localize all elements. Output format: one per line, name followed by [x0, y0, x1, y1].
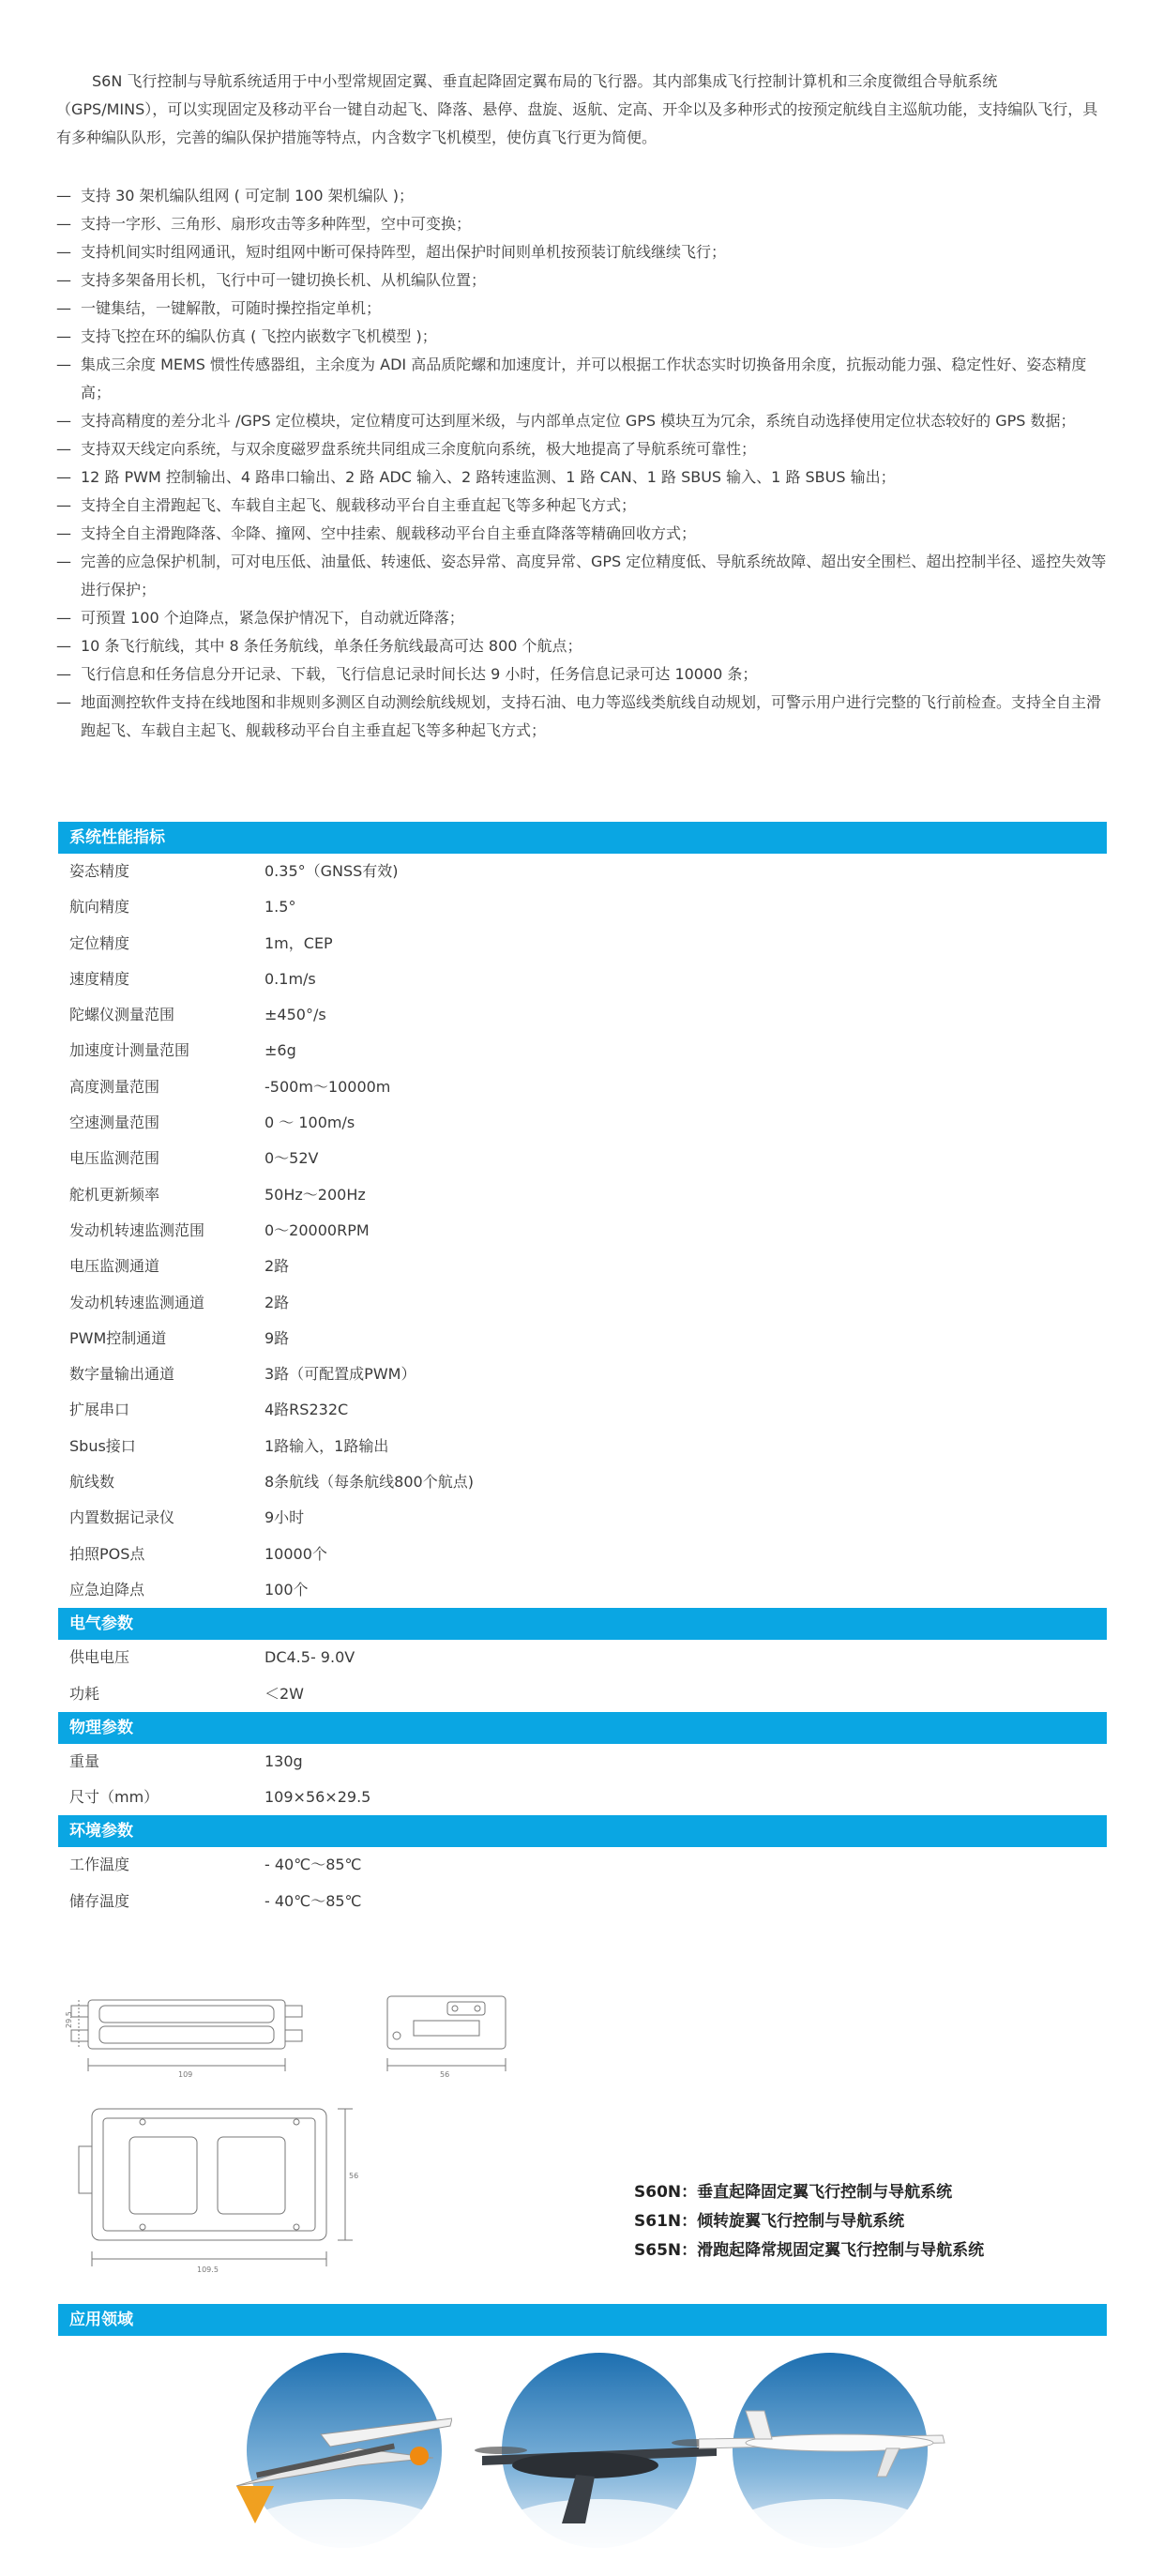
- side-length-label: 109: [178, 2070, 193, 2079]
- feature-item: [56, 548, 1107, 604]
- top-length-label: 109.5: [197, 2265, 219, 2274]
- spec-value: ±6g: [265, 1041, 296, 1060]
- dash-marker: —: [56, 299, 71, 317]
- spec-value: 130g: [265, 1751, 303, 1770]
- spec-label: 空速测量范围: [69, 1114, 160, 1132]
- feature-text: 完善的应急保护机制，可对电压低、油量低、转速低、姿态异常、高度异常、GPS 定位精度低、导航系统故障、超出安全围栏、超出控制半径、遥控失效等进行保护；: [81, 553, 1107, 599]
- spec-value: - 40℃～85℃: [265, 1891, 362, 1910]
- feature-item: [56, 632, 1107, 660]
- feature-item: [56, 266, 1107, 295]
- spec-value: 50Hz～200Hz: [265, 1185, 366, 1204]
- feature-item: [56, 210, 1107, 238]
- spec-row: [58, 1392, 1107, 1428]
- spec-label: 扩展串口: [69, 1401, 130, 1419]
- spec-value: 3路（可配置成PWM）: [265, 1365, 416, 1384]
- spec-value: - 40℃～85℃: [265, 1856, 362, 1874]
- spec-label: 发动机转速监测通道: [69, 1293, 205, 1311]
- feature-item: [56, 351, 1107, 407]
- spec-label: PWM控制通道: [69, 1328, 167, 1347]
- feature-text: 地面测控软件支持在线地图和非规则多测区自动测绘航线规划，支持石油、电力等巡线类航线自动规划，可警示用户进行完整的飞行前检查。支持全自主滑跑起飞、车载自主起飞、舰载移动平台自主垂直起飞等多种起飞方式；: [81, 693, 1102, 739]
- spec-value: 100个: [265, 1580, 309, 1599]
- spec-value: 1路输入，1路输出: [265, 1436, 389, 1455]
- feature-item: [56, 492, 1107, 520]
- spec-label: 速度精度: [69, 969, 130, 988]
- spec-tables: [58, 822, 1107, 1919]
- feature-text: 支持双天线定向系统，与双余度磁罗盘系统共同组成三余度航向系统，极大地提高了导航系统可靠性；: [81, 440, 757, 458]
- spec-label: Sbus接口: [69, 1436, 136, 1455]
- feature-item: [56, 407, 1107, 435]
- spec-value: 9路: [265, 1328, 290, 1347]
- dash-marker: —: [56, 553, 71, 570]
- feature-item: [56, 295, 1107, 323]
- spec-label: 尺寸（mm）: [69, 1788, 159, 1807]
- spec-row: [58, 1141, 1107, 1176]
- spec-label: 舵机更新频率: [69, 1185, 160, 1204]
- dash-marker: —: [56, 637, 71, 655]
- fixed-wing-uav-image: [699, 2345, 952, 2561]
- spec-row: [58, 1285, 1107, 1321]
- spec-label: 应急迫降点: [69, 1580, 145, 1599]
- spec-label: 航线数: [69, 1473, 115, 1492]
- side-height-label: 29.5: [65, 2011, 73, 2028]
- spec-row: [58, 1033, 1107, 1068]
- spec-row: [58, 962, 1107, 997]
- spec-label: 电压监测范围: [69, 1149, 160, 1168]
- spec-label: 拍照POS点: [69, 1544, 145, 1563]
- feature-text: 10 条飞行航线，其中 8 条任务航线，单条任务航线最高可达 800 个航点；: [81, 637, 582, 655]
- spec-value: 2路: [265, 1293, 290, 1311]
- spec-label: 姿态精度: [69, 862, 130, 880]
- spec-row: [58, 1676, 1107, 1712]
- spec-value: 0 ～ 100m/s: [265, 1114, 355, 1132]
- spec-row: [58, 854, 1107, 889]
- spec-value: 8条航线（每条航线800个航点): [265, 1473, 474, 1492]
- spec-value: 9小时: [265, 1508, 305, 1527]
- spec-value: 1m，CEP: [265, 933, 333, 952]
- spec-label: 定位精度: [69, 933, 130, 952]
- model-list: [634, 2178, 984, 2265]
- spec-row: [58, 997, 1107, 1033]
- spec-value: 0～52V: [265, 1149, 319, 1168]
- dash-marker: —: [56, 412, 71, 430]
- feature-item: [56, 435, 1107, 463]
- spec-row: [58, 1177, 1107, 1213]
- spec-value: ±450°/s: [265, 1006, 326, 1024]
- spec-row: [58, 889, 1107, 925]
- spec-row: [58, 1356, 1107, 1392]
- feature-item: [56, 689, 1107, 745]
- spec-value: 0.1m/s: [265, 969, 316, 988]
- spec-value: DC4.5- 9.0V: [265, 1648, 355, 1667]
- spec-value: ＜2W: [265, 1684, 305, 1703]
- dash-marker: —: [56, 440, 71, 458]
- spec-row: [58, 1744, 1107, 1780]
- feature-text: 飞行信息和任务信息分开记录、下载，飞行信息记录时间长达 9 小时，任务信息记录可达 10000 条；: [81, 665, 758, 683]
- feature-text: 支持一字形、三角形、扇形攻击等多种阵型，空中可变换；: [81, 215, 472, 233]
- feature-item: [56, 520, 1107, 548]
- spec-value: 0～20000RPM: [265, 1220, 370, 1239]
- spec-label: 航向精度: [69, 898, 130, 917]
- section-header: 环境参数: [58, 1815, 1107, 1847]
- feature-item: [56, 238, 1107, 266]
- section-header: 电气参数: [58, 1608, 1107, 1640]
- feature-text: 支持 30 架机编队组网 ( 可定制 100 架机编队 )；: [81, 187, 414, 205]
- feature-item: [56, 463, 1107, 492]
- spec-value: 4路RS232C: [265, 1401, 349, 1419]
- spec-label: 工作温度: [69, 1856, 130, 1874]
- dash-marker: —: [56, 665, 71, 683]
- spec-label: 重量: [69, 1751, 100, 1770]
- spec-label: 供电电压: [69, 1648, 130, 1667]
- spec-row: [58, 1213, 1107, 1249]
- feature-text: 支持高精度的差分北斗 /GPS 定位模块，定位精度可达到厘米级，与内部单点定位 GPS 模块互为冗余，系统自动选择使用定位状态较好的 GPS 数据；: [81, 412, 1076, 430]
- spec-label: 数字量输出通道: [69, 1365, 175, 1384]
- spec-row: [58, 1884, 1107, 1919]
- spec-value: 2路: [265, 1257, 290, 1276]
- spec-row: [58, 1847, 1107, 1883]
- application-images: [0, 2345, 1164, 2570]
- spec-row: [58, 1321, 1107, 1356]
- spec-value: -500m～10000m: [265, 1077, 391, 1096]
- feature-text: 支持全自主滑跑降落、伞降、撞网、空中挂索、舰载移动平台自主垂直降落等精确回收方式；: [81, 524, 697, 542]
- feature-item: [56, 323, 1107, 351]
- feature-text: 支持多架备用长机，飞行中可一键切换长机、从机编队位置；: [81, 271, 487, 289]
- spec-row: [58, 1537, 1107, 1572]
- dash-marker: —: [56, 609, 71, 627]
- model-item: S65N：滑跑起降常规固定翼飞行控制与导航系统: [634, 2241, 985, 2260]
- spec-row: [58, 1500, 1107, 1536]
- feature-list: [56, 182, 1107, 745]
- feature-text: 支持飞控在环的编队仿真 ( 飞控内嵌数字飞机模型 )；: [81, 327, 437, 345]
- section-header: 物理参数: [58, 1712, 1107, 1744]
- dash-marker: —: [56, 468, 71, 486]
- spec-row: [58, 1780, 1107, 1815]
- section-header: 系统性能指标: [58, 822, 1107, 854]
- feature-item: [56, 604, 1107, 632]
- spec-label: 加速度计测量范围: [69, 1041, 190, 1060]
- feature-text: 一键集结，一键解散，可随时操控指定单机；: [81, 299, 382, 317]
- feature-text: 12 路 PWM 控制输出、4 路串口输出、2 路 ADC 输入、2 路转速监测、1 路 CAN、1 路 SBUS 输入、1 路 SBUS 输出；: [81, 468, 896, 486]
- spec-label: 发动机转速监测范围: [69, 1220, 205, 1239]
- applications-header: 应用领域: [58, 2304, 1107, 2336]
- feature-text: 可预置 100 个迫降点，紧急保护情况下，自动就近降落；: [81, 609, 464, 627]
- model-item: S61N：倾转旋翼飞行控制与导航系统: [634, 2212, 905, 2231]
- dash-marker: —: [56, 524, 71, 542]
- spec-value: 10000个: [265, 1544, 327, 1563]
- tiltrotor-uav-image: [473, 2345, 726, 2561]
- dash-marker: —: [56, 693, 71, 711]
- dash-marker: —: [56, 187, 71, 205]
- feature-text: 支持机间实时组网通讯，短时组网中断可保持阵型，超出保护时间则单机按预装订航线继续飞行；: [81, 243, 727, 261]
- dash-marker: —: [56, 327, 71, 345]
- spec-label: 内置数据记录仪: [69, 1508, 175, 1527]
- spec-row: [58, 926, 1107, 962]
- dash-marker: —: [56, 356, 71, 373]
- dash-marker: —: [56, 496, 71, 514]
- vtol-uav-image: [218, 2345, 452, 2561]
- side-view-drawing: [58, 1979, 340, 2083]
- spec-row: [58, 1069, 1107, 1105]
- spec-row: [58, 1429, 1107, 1464]
- model-item: S60N：垂直起降固定翼飞行控制与导航系统: [634, 2183, 953, 2202]
- spec-row: [58, 1572, 1107, 1608]
- spec-row: [58, 1464, 1107, 1500]
- top-width-label: 56: [349, 2172, 359, 2180]
- spec-row: [58, 1249, 1107, 1284]
- spec-label: 电压监测通道: [69, 1257, 160, 1276]
- intro-paragraph: S6N 飞行控制与导航系统适用于中小型常规固定翼、垂直起降固定翼布局的飞行器。其内部集成飞行控制计算机和三余度微组合导航系统（GPS/MINS），可以实现固定及移动平台一键自动起飞、降落、悬停、盘旋、返航、定高、开伞以及多种形式的按预定航线自主巡航功能，支持编队飞行，具有多种编队队形，完善的编队保护措施等特点，内含数字飞机模型，使仿真飞行更为简便。: [56, 72, 1098, 146]
- feature-text: 集成三余度 MEMS 惯性传感器组，主余度为 ADI 高品质陀螺和加速度计，并可以根据工作状态实时切换备用余度，抗振动能力强、稳定性好、姿态精度高；: [81, 356, 1087, 402]
- feature-text: 支持全自主滑跑起飞、车载自主起飞、舰载移动平台自主垂直起飞等多种起飞方式；: [81, 496, 637, 514]
- spec-label: 储存温度: [69, 1891, 130, 1910]
- feature-item: [56, 660, 1107, 689]
- dimension-drawings: [58, 1979, 583, 2280]
- dash-marker: —: [56, 271, 71, 289]
- spec-label: 高度测量范围: [69, 1077, 160, 1096]
- spec-value: 0.35°（GNSS有效): [265, 862, 399, 880]
- dash-marker: —: [56, 243, 71, 261]
- end-view-drawing: [382, 1979, 522, 2083]
- spec-value: 1.5°: [265, 898, 296, 917]
- feature-item: [56, 182, 1107, 210]
- spec-row: [58, 1105, 1107, 1141]
- spec-value: 109×56×29.5: [265, 1788, 371, 1807]
- spec-row: [58, 1640, 1107, 1675]
- end-width-label: 56: [440, 2070, 450, 2079]
- spec-label: 陀螺仪测量范围: [69, 1006, 175, 1024]
- top-view-drawing: [75, 2099, 375, 2278]
- dash-marker: —: [56, 215, 71, 233]
- spec-label: 功耗: [69, 1684, 100, 1703]
